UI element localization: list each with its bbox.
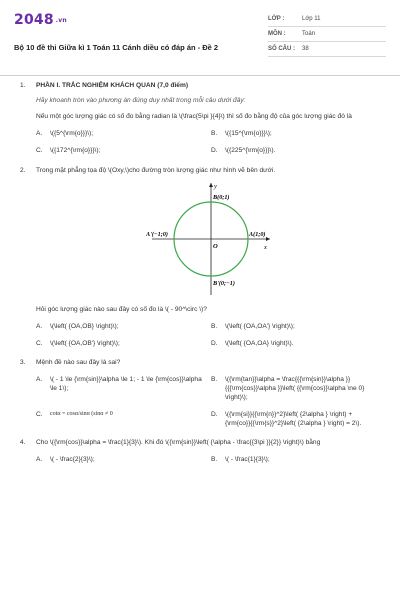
option-text: \({172^{\rm{o}}}\); xyxy=(50,147,101,154)
option-label: A. xyxy=(36,456,43,463)
option-label: D. xyxy=(211,411,218,418)
option-text: \({15^{\rm{o}}}\); xyxy=(225,130,272,137)
option-label: A. xyxy=(36,130,43,137)
question-list xyxy=(14,80,386,472)
x-label: x xyxy=(264,244,267,251)
point-b-label: B(0;1) xyxy=(213,194,230,201)
option-d[interactable] xyxy=(211,410,386,428)
option-a[interactable] xyxy=(36,129,211,138)
option-label: B. xyxy=(211,376,218,383)
option-text: \( - 1 \le {\rm{sin}}\alpha \le 1; - 1 \le {\rm{cos}}\alpha \le 1\); xyxy=(50,376,202,392)
meta-value: Lớp 11 xyxy=(302,16,321,22)
question-subtext: Hỏi góc lượng giác nào sau đây có số đo là \( - 90^\circ \)? xyxy=(36,306,207,313)
meta-key: LỚP : xyxy=(268,16,285,22)
meta-table xyxy=(268,12,386,57)
point-b-prime-label: B'(0;−1) xyxy=(213,280,235,287)
question-number: 4. xyxy=(20,439,26,446)
logo-sub: .vn xyxy=(55,16,67,24)
option-a[interactable] xyxy=(36,322,211,331)
option-label: B. xyxy=(211,456,218,463)
option-d[interactable] xyxy=(211,339,386,348)
option-label: C. xyxy=(36,147,43,154)
site-logo[interactable] xyxy=(14,12,67,28)
meta-key: MÔN : xyxy=(268,31,286,37)
document-title: Bộ 10 đề thi Giữa kì 1 Toán 11 Cánh diều có đáp án - Đề 2 xyxy=(14,43,219,52)
options xyxy=(36,322,386,356)
question-3 xyxy=(14,358,386,436)
question-1 xyxy=(14,81,386,163)
question-text: Mệnh đề nào sau đây là sai? xyxy=(36,359,121,366)
option-label: D. xyxy=(211,340,218,347)
option-label: B. xyxy=(211,323,218,330)
option-c[interactable] xyxy=(36,146,211,155)
question-number: 2. xyxy=(20,167,26,174)
options xyxy=(36,455,386,472)
option-d[interactable] xyxy=(211,146,386,155)
option-text: \({225^{\rm{o}}}\). xyxy=(225,147,276,154)
option-text: \(\left( {OA,OA'} \right)\); xyxy=(225,323,295,330)
meta-value: 38 xyxy=(302,46,309,52)
option-label: B. xyxy=(211,130,218,137)
question-2 xyxy=(14,166,386,356)
option-text: \( - \frac{1}{3}\); xyxy=(225,456,270,463)
options xyxy=(36,375,386,436)
instruction-text: Hãy khoanh tròn vào phương án đúng duy nhất trong mỗi câu dưới đây: xyxy=(36,97,246,104)
section-heading: PHẦN I. TRẮC NGHIỆM KHÁCH QUAN (7,0 điểm) xyxy=(36,82,189,89)
option-text: \({\rm{si}}{{\rm{n}}^2}\left( {2\alpha } \right) + {\rm{co}}{{\rm{s}}^2}\left( {2\alpha } \right) = 2\). xyxy=(225,411,362,427)
point-a-label: A(1;0) xyxy=(249,231,266,238)
options xyxy=(36,129,386,163)
meta-row-class xyxy=(268,12,386,27)
x-axis-arrow xyxy=(266,237,270,241)
meta-value: Toán xyxy=(302,31,316,37)
question-4 xyxy=(14,438,386,472)
option-label: C. xyxy=(36,411,43,418)
option-text: \(\left( {OA,OB} \right)\); xyxy=(50,323,119,330)
y-axis-arrow xyxy=(209,183,213,187)
question-text: Cho \({\rm{cos}}\alpha = \frac{1}{3}\). Khi đó \({\rm{sin}}\left( {\alpha - \frac{{3\pi }}{2}} \right)\) bằng xyxy=(36,439,321,446)
meta-row-subject xyxy=(268,27,386,42)
question-text: Trong mặt phẳng tọa độ \(Oxy,\)cho đường tròn lượng giác như hình vẽ bên dưới. xyxy=(36,167,276,174)
option-a[interactable] xyxy=(36,455,211,464)
option-text: \(\left( {OA,OA} \right)\). xyxy=(225,340,294,347)
logo-main: 2048 xyxy=(14,12,54,28)
question-text: Nếu một góc lượng giác có số đo bằng radian là \(\frac{5\pi }{4}\) thì số đo bằng độ của góc lượng giác đó là xyxy=(36,113,352,120)
page-header xyxy=(14,12,386,74)
point-a-prime-label: A'(−1;0) xyxy=(146,231,168,238)
option-label: A. xyxy=(36,376,43,383)
question-number: 3. xyxy=(20,359,26,366)
option-c[interactable] xyxy=(36,339,211,348)
option-b[interactable] xyxy=(211,375,386,402)
option-b[interactable] xyxy=(211,455,386,464)
header-divider xyxy=(0,75,400,76)
y-label: y xyxy=(214,183,217,190)
meta-row-count xyxy=(268,42,386,57)
option-b[interactable] xyxy=(211,129,386,138)
option-text: cotα = cosα/sinα (sinα ≠ 0 xyxy=(50,411,113,417)
option-label: D. xyxy=(211,147,218,154)
option-text: \(\left( {OA,OB'} \right)\); xyxy=(50,340,120,347)
option-label: A. xyxy=(36,323,43,330)
option-a[interactable] xyxy=(36,375,211,402)
meta-key: SỐ CÂU : xyxy=(268,46,295,52)
unit-circle-figure xyxy=(146,179,276,299)
origin-label: O xyxy=(213,243,218,250)
option-b[interactable] xyxy=(211,322,386,331)
option-label: C. xyxy=(36,340,43,347)
option-c[interactable] xyxy=(36,410,211,428)
option-text: \( - \frac{2}{3}\); xyxy=(50,456,95,463)
question-number: 1. xyxy=(20,82,26,89)
option-text: \({\rm{tan}}\alpha = \frac{{{\rm{sin}}\alpha }}{{{\rm{cos}}\alpha }}\left( {{\rm{cos}}\alpha \ne 0} \right)\); xyxy=(225,376,365,401)
option-text: \({5^{\rm{o}}}\); xyxy=(50,130,94,137)
